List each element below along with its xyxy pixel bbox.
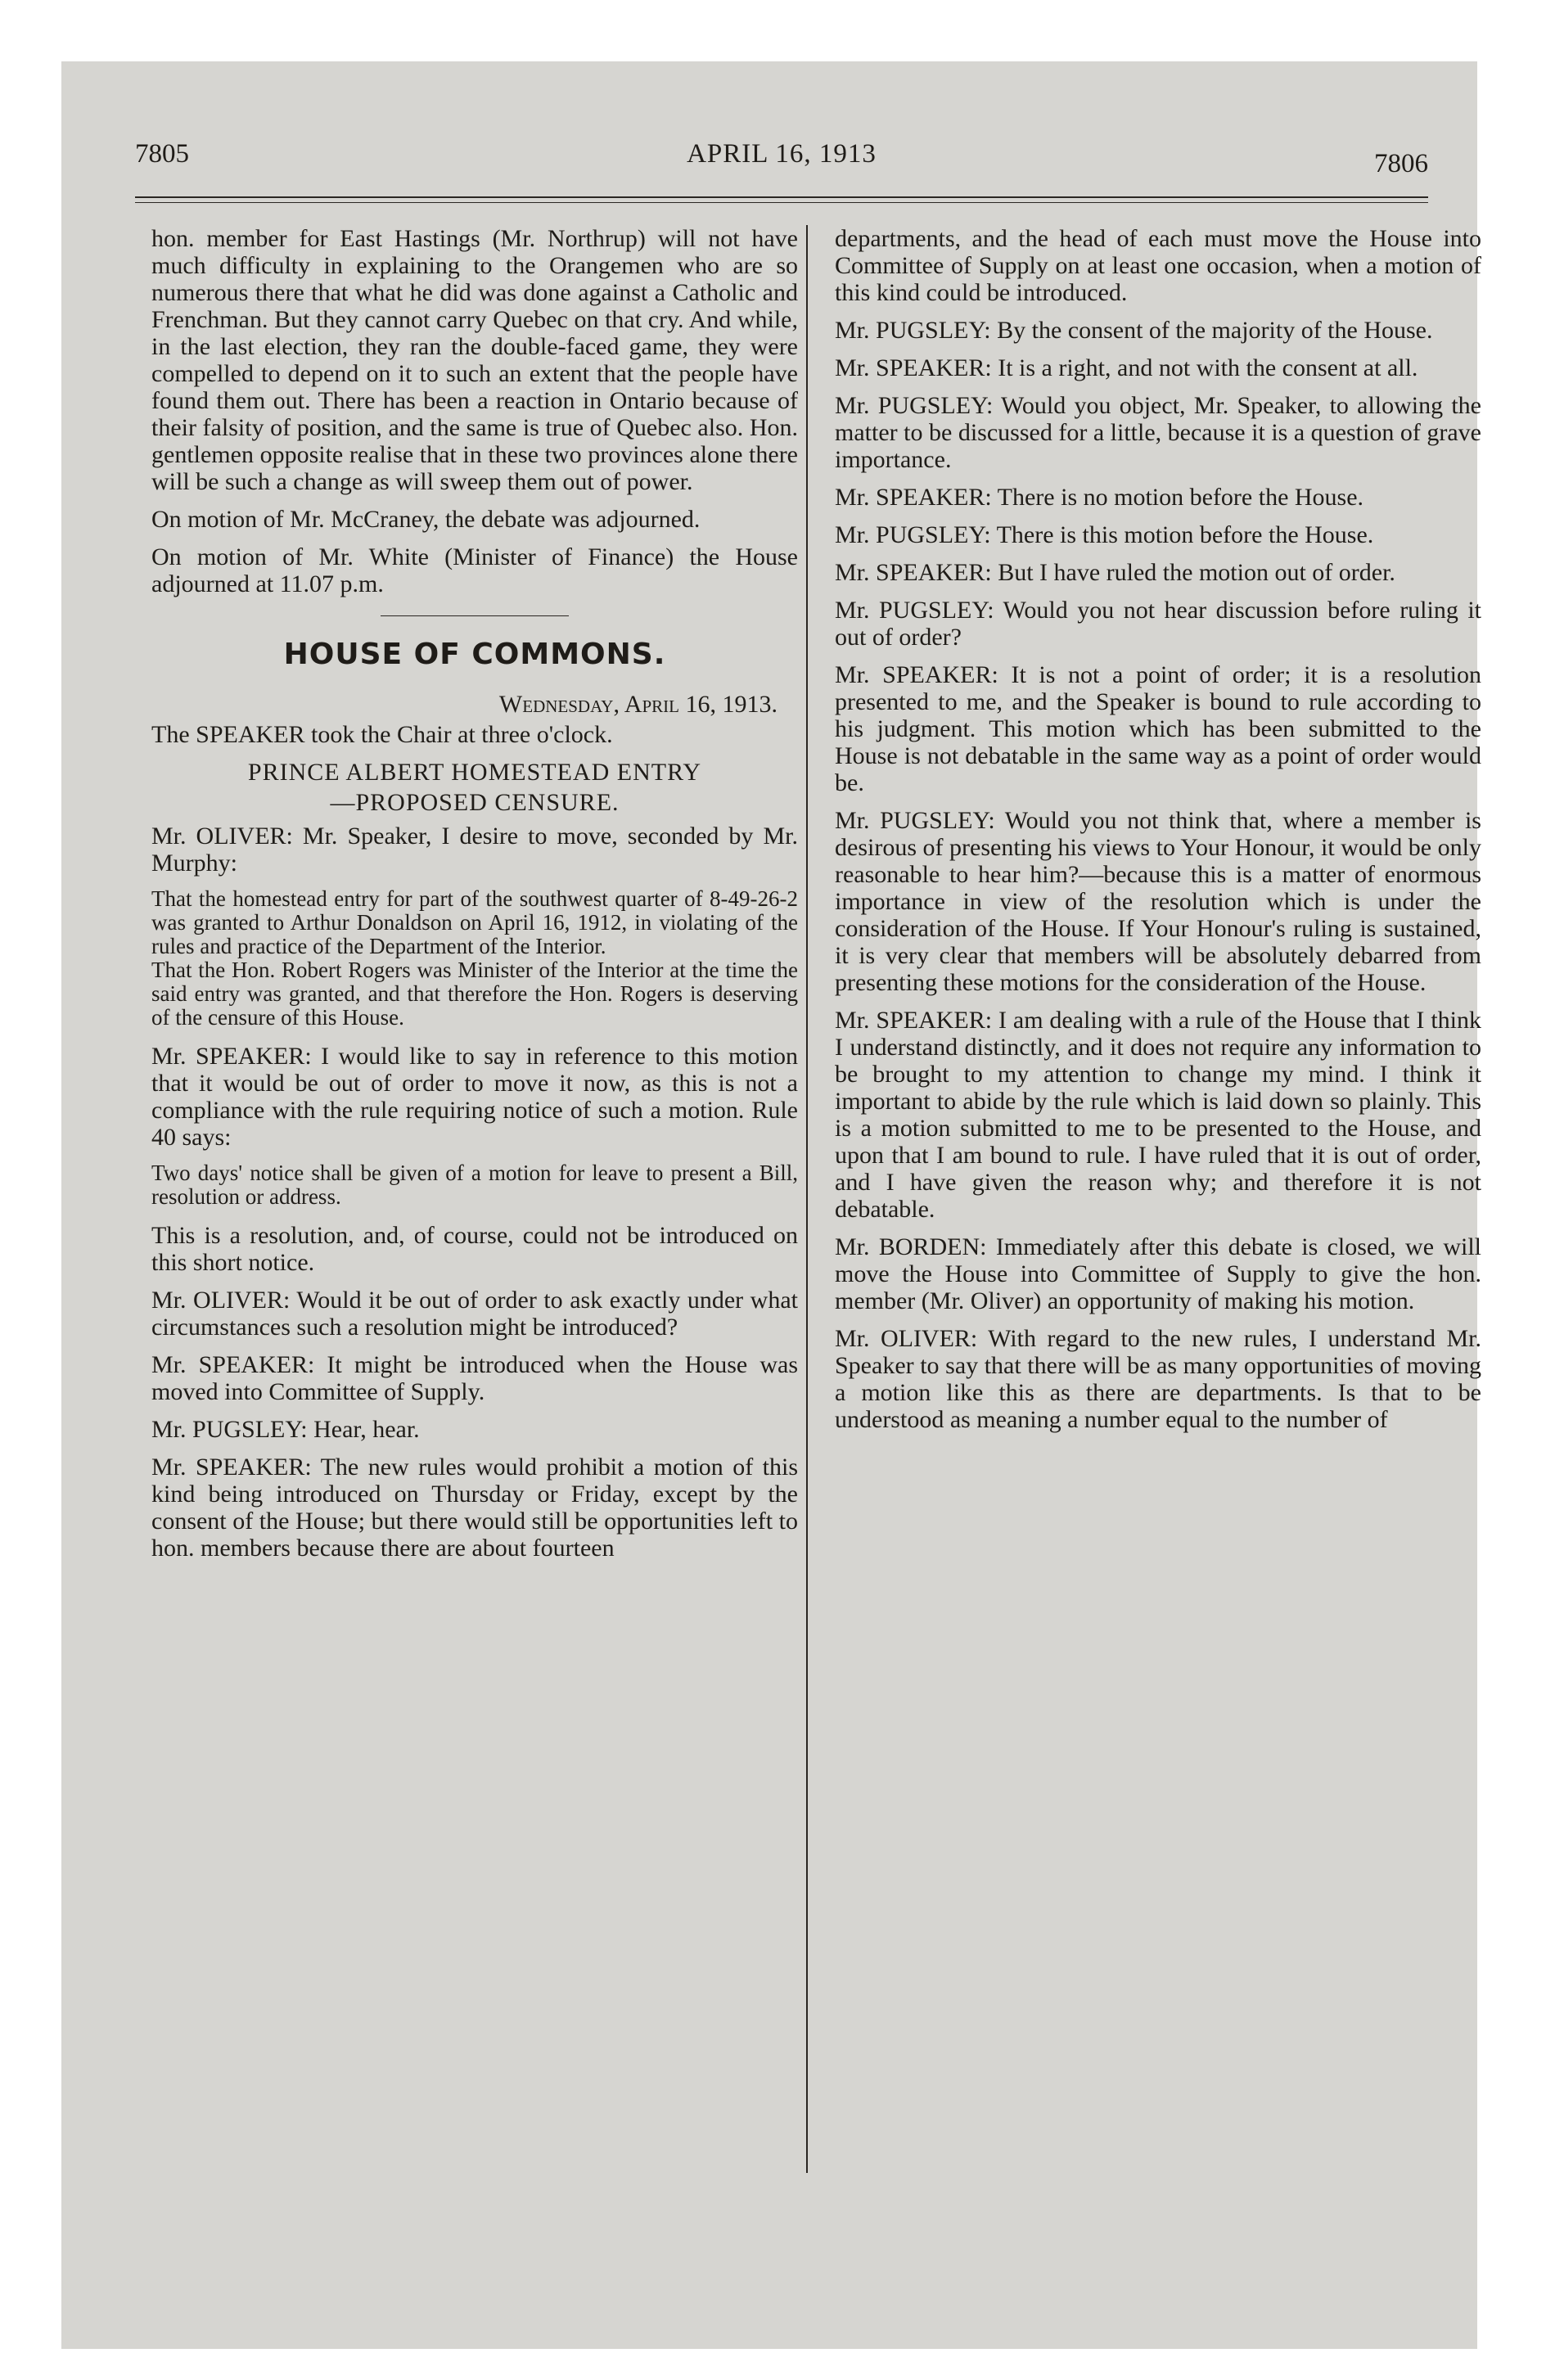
rule-quote [151, 1161, 798, 1209]
paragraph: Mr. PUGSLEY: Would you not hear discussion before ruling it out of order? [835, 597, 1481, 651]
quote-paragraph: Two days' notice shall be given of a motion for leave to present a Bill, resolution or address. [151, 1161, 798, 1209]
subject-heading-line-1: PRINCE ALBERT HOMESTEAD ENTRY [247, 759, 702, 786]
header-date: APRIL 16, 1913 [687, 139, 877, 169]
paragraph: Mr. PUGSLEY: Would you not think that, where a member is desirous of presenting his views to Your Honour, it would be only reasonable to hear him?—because this is a matter of enormous importance in view of the resolution which is under the consideration of the House. If Your Honour's ruling is sustained, it is very clear that members will be absolutely debarred from presenting these motions for the consideration of the House. [835, 807, 1481, 996]
page-header [135, 139, 1428, 188]
quote-paragraph: That the Hon. Robert Rogers was Minister of the Interior at the time the said entry was granted, and that therefore the Hon. Rogers is deserving of the censure of this House. [151, 958, 798, 1030]
motion-quote [151, 887, 798, 1030]
paragraph: Mr. SPEAKER: I would like to say in reference to this motion that it would be out of order to move it now, as this is not a compliance with the rule requiring notice of such a motion. Rule 40 says: [151, 1043, 798, 1151]
page-number-right: 7806 [1374, 149, 1428, 178]
paragraph: Mr. PUGSLEY: Hear, hear. [151, 1416, 420, 1443]
page-number-left: 7805 [135, 139, 189, 169]
header-rule-thin [135, 202, 1428, 203]
page-sheet [61, 61, 1481, 2349]
left-column [151, 225, 798, 1572]
column-divider [806, 225, 808, 2173]
dateline: Wednesday, April 16, 1913. [498, 691, 778, 718]
header-rule [135, 196, 1428, 198]
paragraph: hon. member for East Hastings (Mr. Northrup) will not have much difficulty in explaining to the Orangemen who are so numerous there that what he did was done against a Catholic and Frenchman. But they cannot carry Quebec on that cry. And while, in the last election, they ran the double-faced game, they were compelled to depend on it to such an extent that the people have found them out. There has been a reaction in Ontario because of their falsity of position, and the same is true of Quebec also. Hon. gentlemen opposite realise that in these two provinces alone there will be such a change as will sweep them out of power. [151, 225, 798, 495]
quote-paragraph: That the homestead entry for part of the southwest quarter of 8-49-26-2 was granted to Arthur Donaldson on April 16, 1912, in violating of the rules and practice of the Department of the Interior. [151, 886, 798, 958]
paragraph: Mr. PUGSLEY: By the consent of the majority of the House. [835, 317, 1433, 344]
paragraph: Mr. SPEAKER: It is not a point of order; it is a resolution presented to me, and the Speaker is bound to rule according to his judgment. This motion which has been submitted to the House is not debatable in the same way as a point of order would be. [835, 661, 1481, 796]
paragraph: Mr. SPEAKER: The new rules would prohibit a motion of this kind being introduced on Thursday or Friday, except by the consent of the House; but there would still be opportunities left to hon. members because there are about fourteen [151, 1454, 798, 1562]
paragraph: Mr. PUGSLEY: Would you object, Mr. Speaker, to allowing the matter to be discussed for a little, because it is a question of grave importance. [835, 392, 1481, 473]
paragraph: On motion of Mr. McCraney, the debate was adjourned. [151, 506, 701, 533]
paragraph: Mr. SPEAKER: It is a right, and not with the consent at all. [835, 354, 1418, 381]
section-heading: HOUSE OF COMMONS. [283, 638, 666, 671]
subject-heading-line-2: —PROPOSED CENSURE. [330, 789, 620, 816]
paragraph: departments, and the head of each must move the House into Committee of Supply on at least one occasion, when a motion of this kind could be introduced. [835, 225, 1481, 306]
section-divider [381, 615, 569, 616]
paragraph: Mr. PUGSLEY: There is this motion before the House. [835, 521, 1374, 548]
paragraph: This is a resolution, and, of course, could not be introduced on this short notice. [151, 1222, 798, 1276]
right-column [835, 225, 1481, 1444]
paragraph: On motion of Mr. White (Minister of Finance) the House adjourned at 11.07 p.m. [151, 543, 798, 597]
paragraph: The SPEAKER took the Chair at three o'clock. [151, 721, 613, 748]
paragraph: Mr. OLIVER: Would it be out of order to ask exactly under what circumstances such a resolution might be introduced? [151, 1287, 798, 1341]
paragraph: Mr. OLIVER: Mr. Speaker, I desire to move, seconded by Mr. Murphy: [151, 823, 798, 877]
paragraph: Mr. SPEAKER: It might be introduced when the House was moved into Committee of Supply. [151, 1351, 798, 1405]
paragraph: Mr. SPEAKER: I am dealing with a rule of the House that I think I understand distinctly, and it does not require any information to be brought to my attention to change my mind. I think it important to abide by the rule which is laid down so plainly. This is a motion submitted to me to be presented to the House, and upon that I am bound to rule. I have ruled that it is out of order, and I have given the reason why; and therefore it is not debatable. [835, 1007, 1481, 1223]
paragraph: Mr. OLIVER: With regard to the new rules, I understand Mr. Speaker to say that there will be as many opportunities of moving a motion like this as there are departments. Is that to be understood as meaning a number equal to the number of [835, 1325, 1481, 1433]
paragraph: Mr. SPEAKER: There is no motion before the House. [835, 484, 1364, 511]
paragraph: Mr. BORDEN: Immediately after this debate is closed, we will move the House into Committee of Supply to give the hon. member (Mr. Oliver) an opportunity of making his motion. [835, 1233, 1481, 1314]
paragraph: Mr. SPEAKER: But I have ruled the motion out of order. [835, 559, 1395, 586]
